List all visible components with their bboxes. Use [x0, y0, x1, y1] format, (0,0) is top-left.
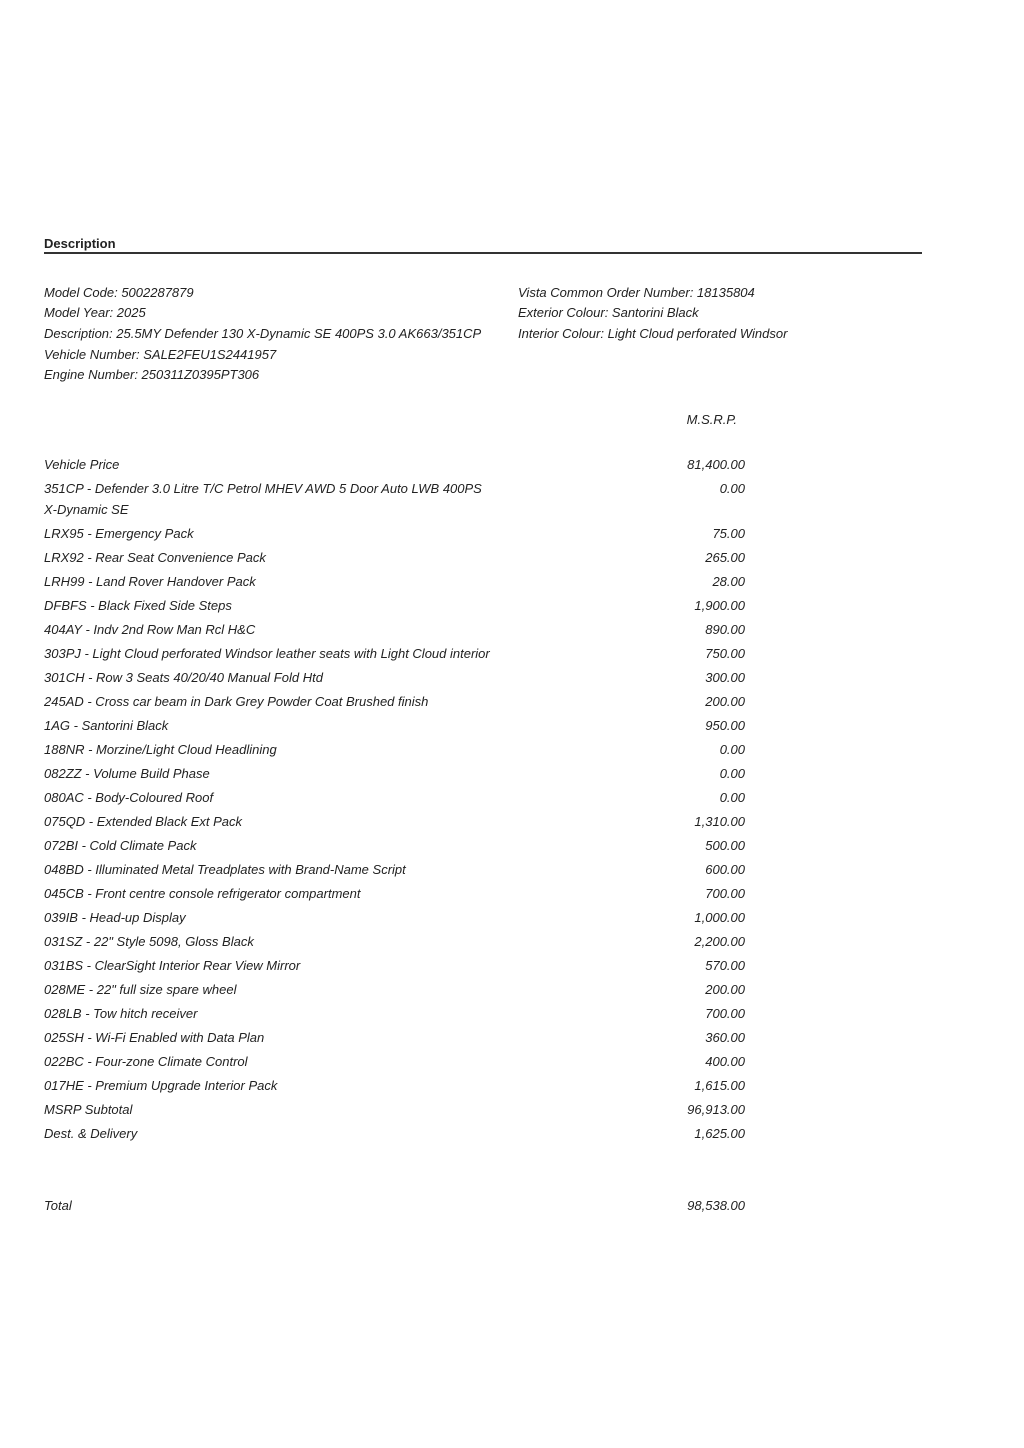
line-item-amount: 570.00 — [705, 958, 745, 973]
line-item-amount: 0.00 — [719, 766, 745, 781]
line-item-amount: 400.00 — [705, 1054, 745, 1069]
line-item-amount: 700.00 — [705, 1006, 745, 1021]
line-item-amount: 96,913.00 — [687, 1102, 745, 1117]
line-item-label: 080AC - Body-Coloured Roof — [44, 790, 214, 805]
section-heading: Description — [44, 236, 116, 251]
line-item-label: Vehicle Price — [44, 457, 120, 472]
line-item-amount: 300.00 — [705, 670, 745, 685]
line-item-amount: 1,000.00 — [694, 910, 745, 925]
exterior-colour: Exterior Colour: Santorini Black — [518, 305, 699, 320]
line-item-label: 188NR - Morzine/Light Cloud Headlining — [44, 742, 277, 757]
line-item-label: 1AG - Santorini Black — [44, 718, 169, 733]
line-item-label: LRX92 - Rear Seat Convenience Pack — [44, 550, 266, 565]
line-item-amount: 0.00 — [719, 742, 745, 757]
total-amount: 98,538.00 — [687, 1198, 745, 1213]
line-item-amount: 75.00 — [712, 526, 745, 541]
line-item-label: DFBFS - Black Fixed Side Steps — [44, 598, 232, 613]
line-item-amount: 0.00 — [719, 790, 745, 805]
price-column-header: M.S.R.P. — [686, 412, 737, 427]
line-item-label: 303PJ - Light Cloud perforated Windsor leather seats with Light Cloud interior — [44, 646, 490, 661]
line-item-label: 245AD - Cross car beam in Dark Grey Powder Coat Brushed finish — [44, 694, 429, 709]
line-item-label: 031BS - ClearSight Interior Rear View Mirror — [44, 958, 301, 973]
engine-number: Engine Number: 250311Z0395PT306 — [44, 367, 260, 382]
line-item-label: 301CH - Row 3 Seats 40/20/40 Manual Fold Htd — [44, 670, 323, 685]
line-item-amount: 200.00 — [705, 694, 745, 709]
line-item-amount: 750.00 — [705, 646, 745, 661]
line-item-label: 075QD - Extended Black Ext Pack — [44, 814, 242, 829]
line-item-amount: 360.00 — [705, 1030, 745, 1045]
line-item-label: 404AY - Indv 2nd Row Man Rcl H&C — [44, 622, 256, 637]
line-item-amount: 81,400.00 — [687, 457, 745, 472]
line-item-amount: 265.00 — [705, 550, 745, 565]
line-item-label-continued: X-Dynamic SE — [44, 502, 129, 517]
line-item-label: 022BC - Four-zone Climate Control — [44, 1054, 248, 1069]
line-item-amount: 0.00 — [719, 481, 745, 496]
line-item-label: 025SH - Wi-Fi Enabled with Data Plan — [44, 1030, 265, 1045]
interior-colour: Interior Colour: Light Cloud perforated Windsor — [518, 326, 788, 341]
line-item-label: LRX95 - Emergency Pack — [44, 526, 194, 541]
line-item-amount: 950.00 — [705, 718, 745, 733]
line-item-label: Dest. & Delivery — [44, 1126, 138, 1141]
line-item-amount: 28.00 — [712, 574, 745, 589]
line-item-label: 028LB - Tow hitch receiver — [44, 1006, 198, 1021]
vehicle-number: Vehicle Number: SALE2FEU1S2441957 — [44, 347, 277, 362]
line-item-label: 039IB - Head-up Display — [44, 910, 186, 925]
total-label: Total — [44, 1198, 72, 1213]
line-item-label: 028ME - 22" full size spare wheel — [44, 982, 237, 997]
line-item-label: LRH99 - Land Rover Handover Pack — [44, 574, 256, 589]
line-item-label: 017HE - Premium Upgrade Interior Pack — [44, 1078, 278, 1093]
line-item-label: MSRP Subtotal — [44, 1102, 133, 1117]
heading-divider — [44, 252, 922, 254]
line-item-amount: 1,310.00 — [694, 814, 745, 829]
line-item-amount: 200.00 — [705, 982, 745, 997]
line-item-amount: 600.00 — [705, 862, 745, 877]
line-item-amount: 1,625.00 — [694, 1126, 745, 1141]
order-number: Vista Common Order Number: 18135804 — [518, 285, 755, 300]
line-item-label: 072BI - Cold Climate Pack — [44, 838, 197, 853]
line-item-label: 082ZZ - Volume Build Phase — [44, 766, 210, 781]
line-item-amount: 700.00 — [705, 886, 745, 901]
line-item-amount: 1,615.00 — [694, 1078, 745, 1093]
vehicle-description: Description: 25.5MY Defender 130 X-Dynamic SE 400PS 3.0 AK663/351CP — [44, 326, 482, 341]
line-item-amount: 500.00 — [705, 838, 745, 853]
line-item-amount: 2,200.00 — [694, 934, 745, 949]
line-item-label: 351CP - Defender 3.0 Litre T/C Petrol MHEV AWD 5 Door Auto LWB 400PS — [44, 481, 482, 496]
model-year: Model Year: 2025 — [44, 305, 146, 320]
line-item-label: 048BD - Illuminated Metal Treadplates with Brand-Name Script — [44, 862, 406, 877]
line-item-label: 045CB - Front centre console refrigerator compartment — [44, 886, 361, 901]
line-item-label: 031SZ - 22" Style 5098, Gloss Black — [44, 934, 254, 949]
line-item-amount: 1,900.00 — [694, 598, 745, 613]
line-item-amount: 890.00 — [705, 622, 745, 637]
model-code: Model Code: 5002287879 — [44, 285, 194, 300]
